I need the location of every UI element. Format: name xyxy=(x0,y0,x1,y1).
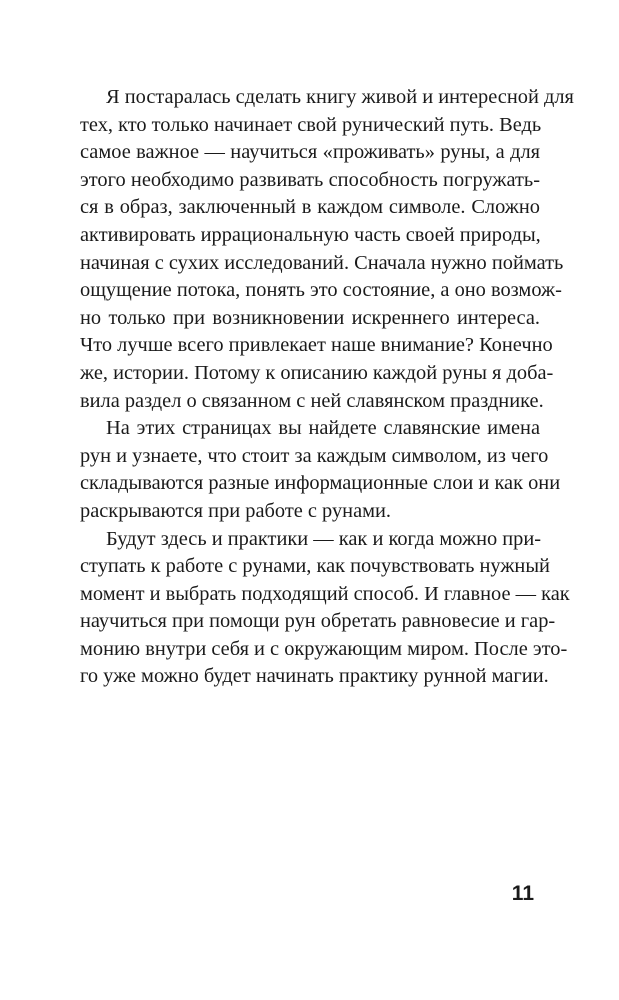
text-line: складываются разные информационные слои и как они xyxy=(80,472,561,495)
text-line: ся в образ, заключенный в каждом символе. Сложно xyxy=(80,196,540,219)
body-text xyxy=(80,84,574,691)
text-line: момент и выбрать подходящий способ. И главное — как xyxy=(80,582,570,605)
text-line: научиться при помощи рун обретать равновесие и гар- xyxy=(80,610,556,633)
text-line: тех, кто только начинает свой рунический путь. Ведь xyxy=(80,113,542,136)
text-line: го уже можно будет начинать практику рунной магии. xyxy=(80,665,549,688)
text-line: но только при возникновении искреннего интереса. xyxy=(80,306,540,329)
text-line: же, истории. Потому к описанию каждой руны я доба- xyxy=(80,361,554,384)
text-line: Я постаралась сделать книгу живой и интересной для xyxy=(106,86,574,108)
text-line: этого необходимо развивать способность погружать- xyxy=(80,168,540,191)
text-line: Что лучше всего привлекает наше внимание? Конечно xyxy=(80,334,553,357)
text-line: ступать к работе с рунами, как почувствовать нужный xyxy=(80,555,550,578)
text-line: Будут здесь и практики — как и когда можно при- xyxy=(106,527,542,550)
text-line: На этих страницах вы найдете славянские имена xyxy=(106,417,540,440)
text-line: раскрываются при работе с рунами. xyxy=(80,499,392,522)
text-line: рун и узнаете, что стоит за каждым символом, из чего xyxy=(80,444,549,467)
text-line: монию внутри себя и с окружающим миром. После это- xyxy=(80,637,568,660)
paragraph-3 xyxy=(80,526,570,692)
text-line: начиная с сухих исследований. Сначала нужно поймать xyxy=(80,251,564,274)
paragraph-1 xyxy=(80,84,574,415)
text-line: самое важное — научиться «проживать» руны, а для xyxy=(80,141,540,164)
text-line: ощущение потока, понять это состояние, а оно возмож- xyxy=(80,279,562,302)
paragraph-2 xyxy=(80,415,561,525)
page-number: 11 xyxy=(511,882,534,905)
text-line: вила раздел о связанном с ней славянском празднике. xyxy=(80,389,544,412)
text-line: активировать иррациональную часть своей природы, xyxy=(80,223,541,246)
